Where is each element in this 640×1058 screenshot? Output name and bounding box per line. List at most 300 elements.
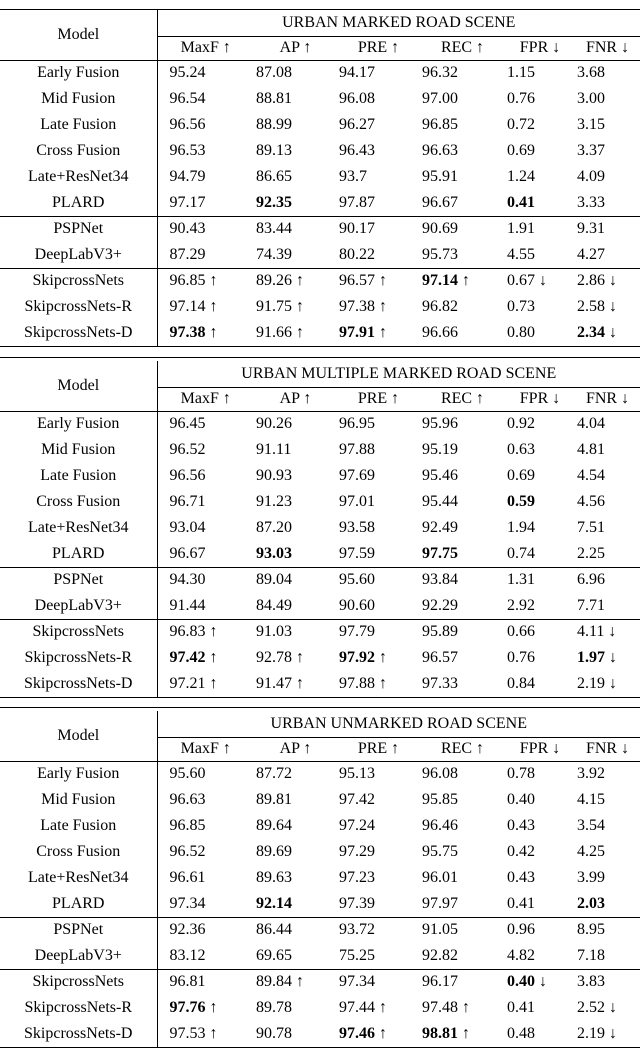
metric-header: FNR ↓ [575, 737, 640, 761]
metric-cell [254, 943, 337, 969]
up-arrow-icon: ↑ [209, 323, 218, 341]
metric-cell [157, 138, 254, 164]
metric-cell [420, 969, 505, 995]
metric-value: 87.29 [169, 245, 206, 263]
metric-cell [254, 242, 337, 268]
metric-value: 4.15 [577, 791, 605, 808]
metric-cell [157, 865, 254, 891]
metric-cell [157, 1021, 254, 1047]
metric-value: 0.92 [507, 415, 535, 433]
metric-cell [157, 112, 254, 138]
model-name: SkipcrossNets-R [0, 294, 157, 320]
metric-value: 89.64 [256, 817, 292, 834]
metric-value: 0.59 [507, 493, 535, 510]
metric-cell [254, 813, 337, 839]
metric-value: 97.33 [422, 674, 458, 692]
metric-cell [254, 891, 337, 917]
metric-value: 96.01 [422, 869, 458, 886]
metric-value: 93.84 [422, 571, 458, 589]
metric-cell [505, 839, 575, 865]
metric-value: 97.46 [339, 1024, 375, 1042]
table-row [0, 515, 640, 541]
metric-header: FPR ↓ [505, 737, 575, 761]
metric-cell [575, 164, 640, 190]
metric-value: 96.82 [422, 298, 458, 315]
metric-value: 3.00 [577, 90, 605, 107]
model-name: PSPNet [0, 917, 157, 943]
metric-value: 96.57 [339, 272, 375, 290]
metric-cell [575, 1021, 640, 1047]
model-header: Model [0, 361, 157, 411]
metric-value: 90.78 [256, 1024, 292, 1042]
metric-cell [575, 839, 640, 865]
metric-value: 96.17 [422, 973, 458, 991]
metric-cell [157, 761, 254, 787]
metric-cell [505, 671, 575, 697]
metric-value: 92.49 [422, 519, 458, 536]
metric-value: 4.04 [577, 415, 605, 433]
metric-cell [420, 60, 505, 86]
metric-cell [420, 86, 505, 112]
metric-value: 4.82 [507, 946, 535, 964]
up-arrow-icon: ↑ [296, 649, 304, 666]
metric-value: 89.04 [256, 571, 292, 589]
metric-value: 87.20 [256, 519, 292, 536]
model-name: Late+ResNet34 [0, 515, 157, 541]
metric-value: 90.69 [422, 220, 458, 238]
metric-cell [157, 995, 254, 1021]
up-arrow-icon: ↑ [296, 272, 304, 290]
metric-cell [575, 891, 640, 917]
metric-value: 88.99 [256, 116, 292, 133]
table-row [0, 645, 640, 671]
up-arrow-icon: ↑ [296, 674, 304, 692]
metric-value: 92.14 [256, 894, 292, 912]
up-arrow-icon: ↑ [379, 272, 387, 290]
metric-cell [337, 60, 420, 86]
metric-value: 96.56 [169, 467, 206, 484]
metric-value: 91.11 [256, 441, 292, 458]
metric-cell [254, 411, 337, 437]
metric-value: 94.17 [339, 64, 375, 82]
metric-cell [337, 112, 420, 138]
down-arrow-icon: ↓ [609, 674, 617, 692]
up-arrow-icon: ↑ [296, 298, 304, 315]
metric-value: 97.44 [339, 999, 375, 1016]
metric-cell [505, 294, 575, 320]
metric-cell [157, 943, 254, 969]
metric-cell [157, 164, 254, 190]
up-arrow-icon: ↑ [209, 649, 218, 666]
metric-value: 93.58 [339, 519, 375, 536]
metric-value: 0.67 [507, 272, 535, 290]
table-row [0, 294, 640, 320]
metric-value: 0.84 [507, 674, 535, 692]
metric-cell [575, 671, 640, 697]
metric-cell [157, 60, 254, 86]
metric-value: 96.43 [339, 142, 375, 159]
metric-value: 95.44 [422, 493, 458, 510]
metric-cell [337, 164, 420, 190]
model-name: Mid Fusion [0, 437, 157, 463]
metric-cell [254, 86, 337, 112]
metric-value: 89.84 [256, 973, 292, 991]
model-name: SkipcrossNets-D [0, 320, 157, 346]
metric-value: 2.19 [577, 674, 605, 692]
up-arrow-icon: ↑ [209, 272, 218, 290]
metric-cell [337, 489, 420, 515]
table-row [0, 593, 640, 619]
metric-value: 97.42 [339, 791, 375, 808]
metric-value: 95.73 [422, 245, 458, 263]
metric-cell [157, 969, 254, 995]
model-name: SkipcrossNets [0, 268, 157, 294]
up-arrow-icon: ↑ [379, 999, 387, 1016]
metric-cell [337, 671, 420, 697]
metric-cell [254, 593, 337, 619]
metric-cell [157, 541, 254, 567]
metric-cell [575, 541, 640, 567]
metric-cell [420, 112, 505, 138]
metric-value: 93.03 [256, 544, 292, 562]
model-name: Cross Fusion [0, 839, 157, 865]
metric-value: 96.61 [169, 869, 206, 886]
table-row [0, 865, 640, 891]
metric-cell [505, 787, 575, 813]
metric-value: 0.43 [507, 869, 535, 886]
metric-value: 96.57 [422, 649, 458, 666]
metric-cell [337, 190, 420, 216]
metric-value: 97.34 [339, 973, 375, 991]
metric-cell [420, 567, 505, 593]
metric-value: 95.13 [339, 765, 375, 783]
metric-value: 1.97 [577, 649, 605, 666]
metric-cell [505, 865, 575, 891]
metric-cell [254, 787, 337, 813]
header-row [0, 361, 640, 387]
up-arrow-icon: ↑ [296, 973, 304, 991]
metric-value: 97.92 [339, 649, 375, 666]
table-row [0, 86, 640, 112]
metric-cell [575, 995, 640, 1021]
metric-cell [505, 1021, 575, 1047]
table-row [0, 619, 640, 645]
metric-cell [337, 645, 420, 671]
metric-value: 96.85 [422, 116, 458, 133]
model-name: PSPNet [0, 567, 157, 593]
metric-value: 97.00 [422, 90, 458, 107]
metric-value: 0.76 [507, 90, 535, 107]
metric-value: 8.95 [577, 921, 605, 939]
metric-cell [505, 761, 575, 787]
results-table-3 [0, 711, 640, 1048]
scene-title: URBAN MARKED ROAD SCENE [157, 10, 640, 36]
metric-cell [420, 813, 505, 839]
metric-value: 3.99 [577, 869, 605, 886]
model-name: DeepLabV3+ [0, 242, 157, 268]
metric-cell [505, 190, 575, 216]
metric-cell [575, 190, 640, 216]
model-name: SkipcrossNets-R [0, 995, 157, 1021]
metric-value: 90.60 [339, 596, 375, 614]
metric-cell [575, 60, 640, 86]
metric-value: 4.25 [577, 843, 605, 860]
table-row [0, 839, 640, 865]
metric-value: 97.79 [339, 623, 375, 641]
metric-cell [254, 645, 337, 671]
metric-value: 2.58 [577, 298, 605, 315]
metric-cell [575, 787, 640, 813]
metric-value: 7.51 [577, 519, 605, 536]
metric-cell [254, 112, 337, 138]
up-arrow-icon: ↑ [209, 999, 218, 1016]
metric-cell [420, 645, 505, 671]
metric-cell [420, 995, 505, 1021]
metric-value: 92.35 [256, 193, 292, 211]
metric-value: 0.69 [507, 142, 535, 159]
metric-value: 3.83 [577, 973, 605, 991]
metric-cell [157, 411, 254, 437]
metric-cell [157, 515, 254, 541]
metric-cell [254, 917, 337, 943]
metric-cell [505, 917, 575, 943]
metric-cell [505, 320, 575, 346]
metric-value: 97.38 [169, 323, 206, 341]
model-name: DeepLabV3+ [0, 943, 157, 969]
metric-value: 97.29 [339, 843, 375, 860]
model-name: DeepLabV3+ [0, 593, 157, 619]
metric-value: 87.72 [256, 765, 292, 783]
model-name: Cross Fusion [0, 138, 157, 164]
table-row [0, 268, 640, 294]
metric-value: 98.81 [422, 1024, 458, 1042]
metric-cell [157, 463, 254, 489]
metric-value: 2.03 [577, 894, 605, 912]
metric-cell [254, 839, 337, 865]
metric-cell [505, 541, 575, 567]
metric-cell [505, 943, 575, 969]
metric-cell [337, 865, 420, 891]
metric-cell [254, 190, 337, 216]
metric-value: 0.40 [507, 973, 535, 991]
metric-value: 0.40 [507, 791, 535, 808]
metric-cell [420, 489, 505, 515]
metric-value: 86.65 [256, 168, 292, 185]
table-row [0, 60, 640, 86]
metric-value: 96.85 [169, 272, 206, 290]
metric-cell [337, 268, 420, 294]
metric-value: 96.45 [169, 415, 206, 433]
metric-cell [337, 943, 420, 969]
up-arrow-icon: ↑ [379, 649, 387, 666]
metric-cell [157, 268, 254, 294]
metric-value: 91.23 [256, 493, 292, 510]
metric-value: 96.67 [169, 544, 206, 562]
scene-title: URBAN UNMARKED ROAD SCENE [157, 711, 640, 737]
metric-value: 97.17 [169, 193, 206, 211]
metric-value: 96.81 [169, 973, 206, 991]
metric-value: 97.14 [422, 272, 458, 290]
metric-cell [575, 943, 640, 969]
metric-cell [254, 567, 337, 593]
metric-cell [254, 489, 337, 515]
model-name: PLARD [0, 541, 157, 567]
metric-value: 97.53 [169, 1024, 206, 1042]
up-arrow-icon: ↑ [379, 298, 387, 315]
metric-value: 4.56 [577, 493, 605, 510]
results-table-2 [0, 361, 640, 698]
metric-cell [254, 216, 337, 242]
metric-value: 3.33 [577, 193, 605, 211]
table-row [0, 995, 640, 1021]
metric-cell [575, 138, 640, 164]
metric-value: 97.14 [169, 298, 206, 315]
metric-cell [337, 917, 420, 943]
metric-cell [575, 242, 640, 268]
metric-header: REC ↑ [420, 36, 505, 60]
metric-header: REC ↑ [420, 387, 505, 411]
metric-cell [420, 437, 505, 463]
metric-value: 95.85 [422, 791, 458, 808]
metric-cell [505, 489, 575, 515]
metric-cell [505, 995, 575, 1021]
metric-value: 97.39 [339, 894, 375, 912]
metric-header: AP ↑ [254, 387, 337, 411]
metric-cell [157, 190, 254, 216]
metric-value: 2.19 [577, 1024, 605, 1042]
metric-cell [420, 294, 505, 320]
model-name: PLARD [0, 891, 157, 917]
metric-header: PRE ↑ [337, 36, 420, 60]
metric-header: FPR ↓ [505, 387, 575, 411]
metric-cell [254, 437, 337, 463]
metric-value: 96.56 [169, 116, 206, 133]
metric-value: 4.81 [577, 441, 605, 458]
metric-cell [420, 839, 505, 865]
metric-cell [337, 567, 420, 593]
header-row [0, 711, 640, 737]
metric-value: 92.29 [422, 596, 458, 614]
metric-value: 95.46 [422, 467, 458, 484]
metric-cell [420, 943, 505, 969]
down-arrow-icon: ↓ [539, 272, 547, 290]
metric-value: 0.80 [507, 323, 535, 341]
metric-cell [420, 320, 505, 346]
metric-value: 4.11 [577, 623, 605, 641]
metric-cell [575, 619, 640, 645]
metric-value: 0.72 [507, 116, 535, 133]
metric-header: FPR ↓ [505, 36, 575, 60]
metric-value: 96.67 [422, 193, 458, 211]
metric-value: 97.88 [339, 441, 375, 458]
table-row [0, 1021, 640, 1047]
metric-value: 3.68 [577, 64, 605, 82]
metric-value: 75.25 [339, 946, 375, 964]
table-row [0, 567, 640, 593]
top-rule [0, 9, 640, 10]
metric-cell [337, 813, 420, 839]
metric-value: 97.69 [339, 467, 375, 484]
metric-cell [575, 320, 640, 346]
metric-value: 96.66 [422, 323, 458, 341]
metric-cell [420, 671, 505, 697]
metric-value: 93.7 [339, 168, 367, 185]
metric-value: 3.54 [577, 817, 605, 834]
metric-value: 96.53 [169, 142, 206, 159]
metric-cell [575, 813, 640, 839]
metric-header: AP ↑ [254, 36, 337, 60]
up-arrow-icon: ↑ [462, 1024, 470, 1042]
metric-value: 90.43 [169, 220, 206, 238]
metric-header: MaxF ↑ [157, 737, 254, 761]
metric-cell [254, 619, 337, 645]
metric-value: 83.12 [169, 946, 206, 964]
metric-cell [420, 541, 505, 567]
metric-value: 1.94 [507, 519, 535, 536]
metric-cell [575, 112, 640, 138]
metric-header: PRE ↑ [337, 387, 420, 411]
model-name: Cross Fusion [0, 489, 157, 515]
metric-value: 94.30 [169, 571, 206, 589]
metric-cell [505, 112, 575, 138]
metric-value: 96.63 [169, 791, 206, 808]
metric-value: 92.36 [169, 921, 206, 939]
model-name: SkipcrossNets-D [0, 1021, 157, 1047]
table-row [0, 138, 640, 164]
metric-cell [254, 995, 337, 1021]
metric-value: 83.44 [256, 220, 292, 238]
metric-value: 6.96 [577, 571, 605, 589]
metric-value: 0.63 [507, 441, 535, 458]
metric-cell [337, 593, 420, 619]
metric-value: 89.81 [256, 791, 292, 808]
metric-value: 4.54 [577, 467, 605, 484]
metric-value: 97.34 [169, 894, 206, 912]
metric-value: 96.63 [422, 142, 458, 159]
metric-value: 4.55 [507, 245, 535, 263]
table-row [0, 190, 640, 216]
up-arrow-icon: ↑ [462, 999, 470, 1016]
metric-value: 95.19 [422, 441, 458, 458]
metric-value: 84.49 [256, 596, 292, 614]
metric-cell [337, 294, 420, 320]
metric-value: 95.24 [169, 64, 206, 82]
metric-cell [337, 242, 420, 268]
table-row [0, 761, 640, 787]
up-arrow-icon: ↑ [379, 674, 387, 692]
metric-value: 0.48 [507, 1024, 535, 1042]
metric-value: 97.24 [339, 817, 375, 834]
metric-cell [337, 86, 420, 112]
metric-cell [337, 320, 420, 346]
metric-cell [157, 671, 254, 697]
up-arrow-icon: ↑ [379, 323, 387, 341]
metric-cell [505, 242, 575, 268]
metric-header: MaxF ↑ [157, 387, 254, 411]
metric-cell [420, 268, 505, 294]
metric-value: 0.74 [507, 544, 535, 562]
table-row [0, 813, 640, 839]
metric-cell [337, 891, 420, 917]
metric-cell [254, 463, 337, 489]
metric-header: PRE ↑ [337, 737, 420, 761]
down-arrow-icon: ↓ [608, 623, 617, 641]
metric-value: 1.24 [507, 168, 535, 185]
metric-value: 0.76 [507, 649, 535, 666]
metric-value: 96.32 [422, 64, 458, 82]
table-separator [0, 707, 640, 708]
metric-value: 0.41 [507, 999, 535, 1016]
